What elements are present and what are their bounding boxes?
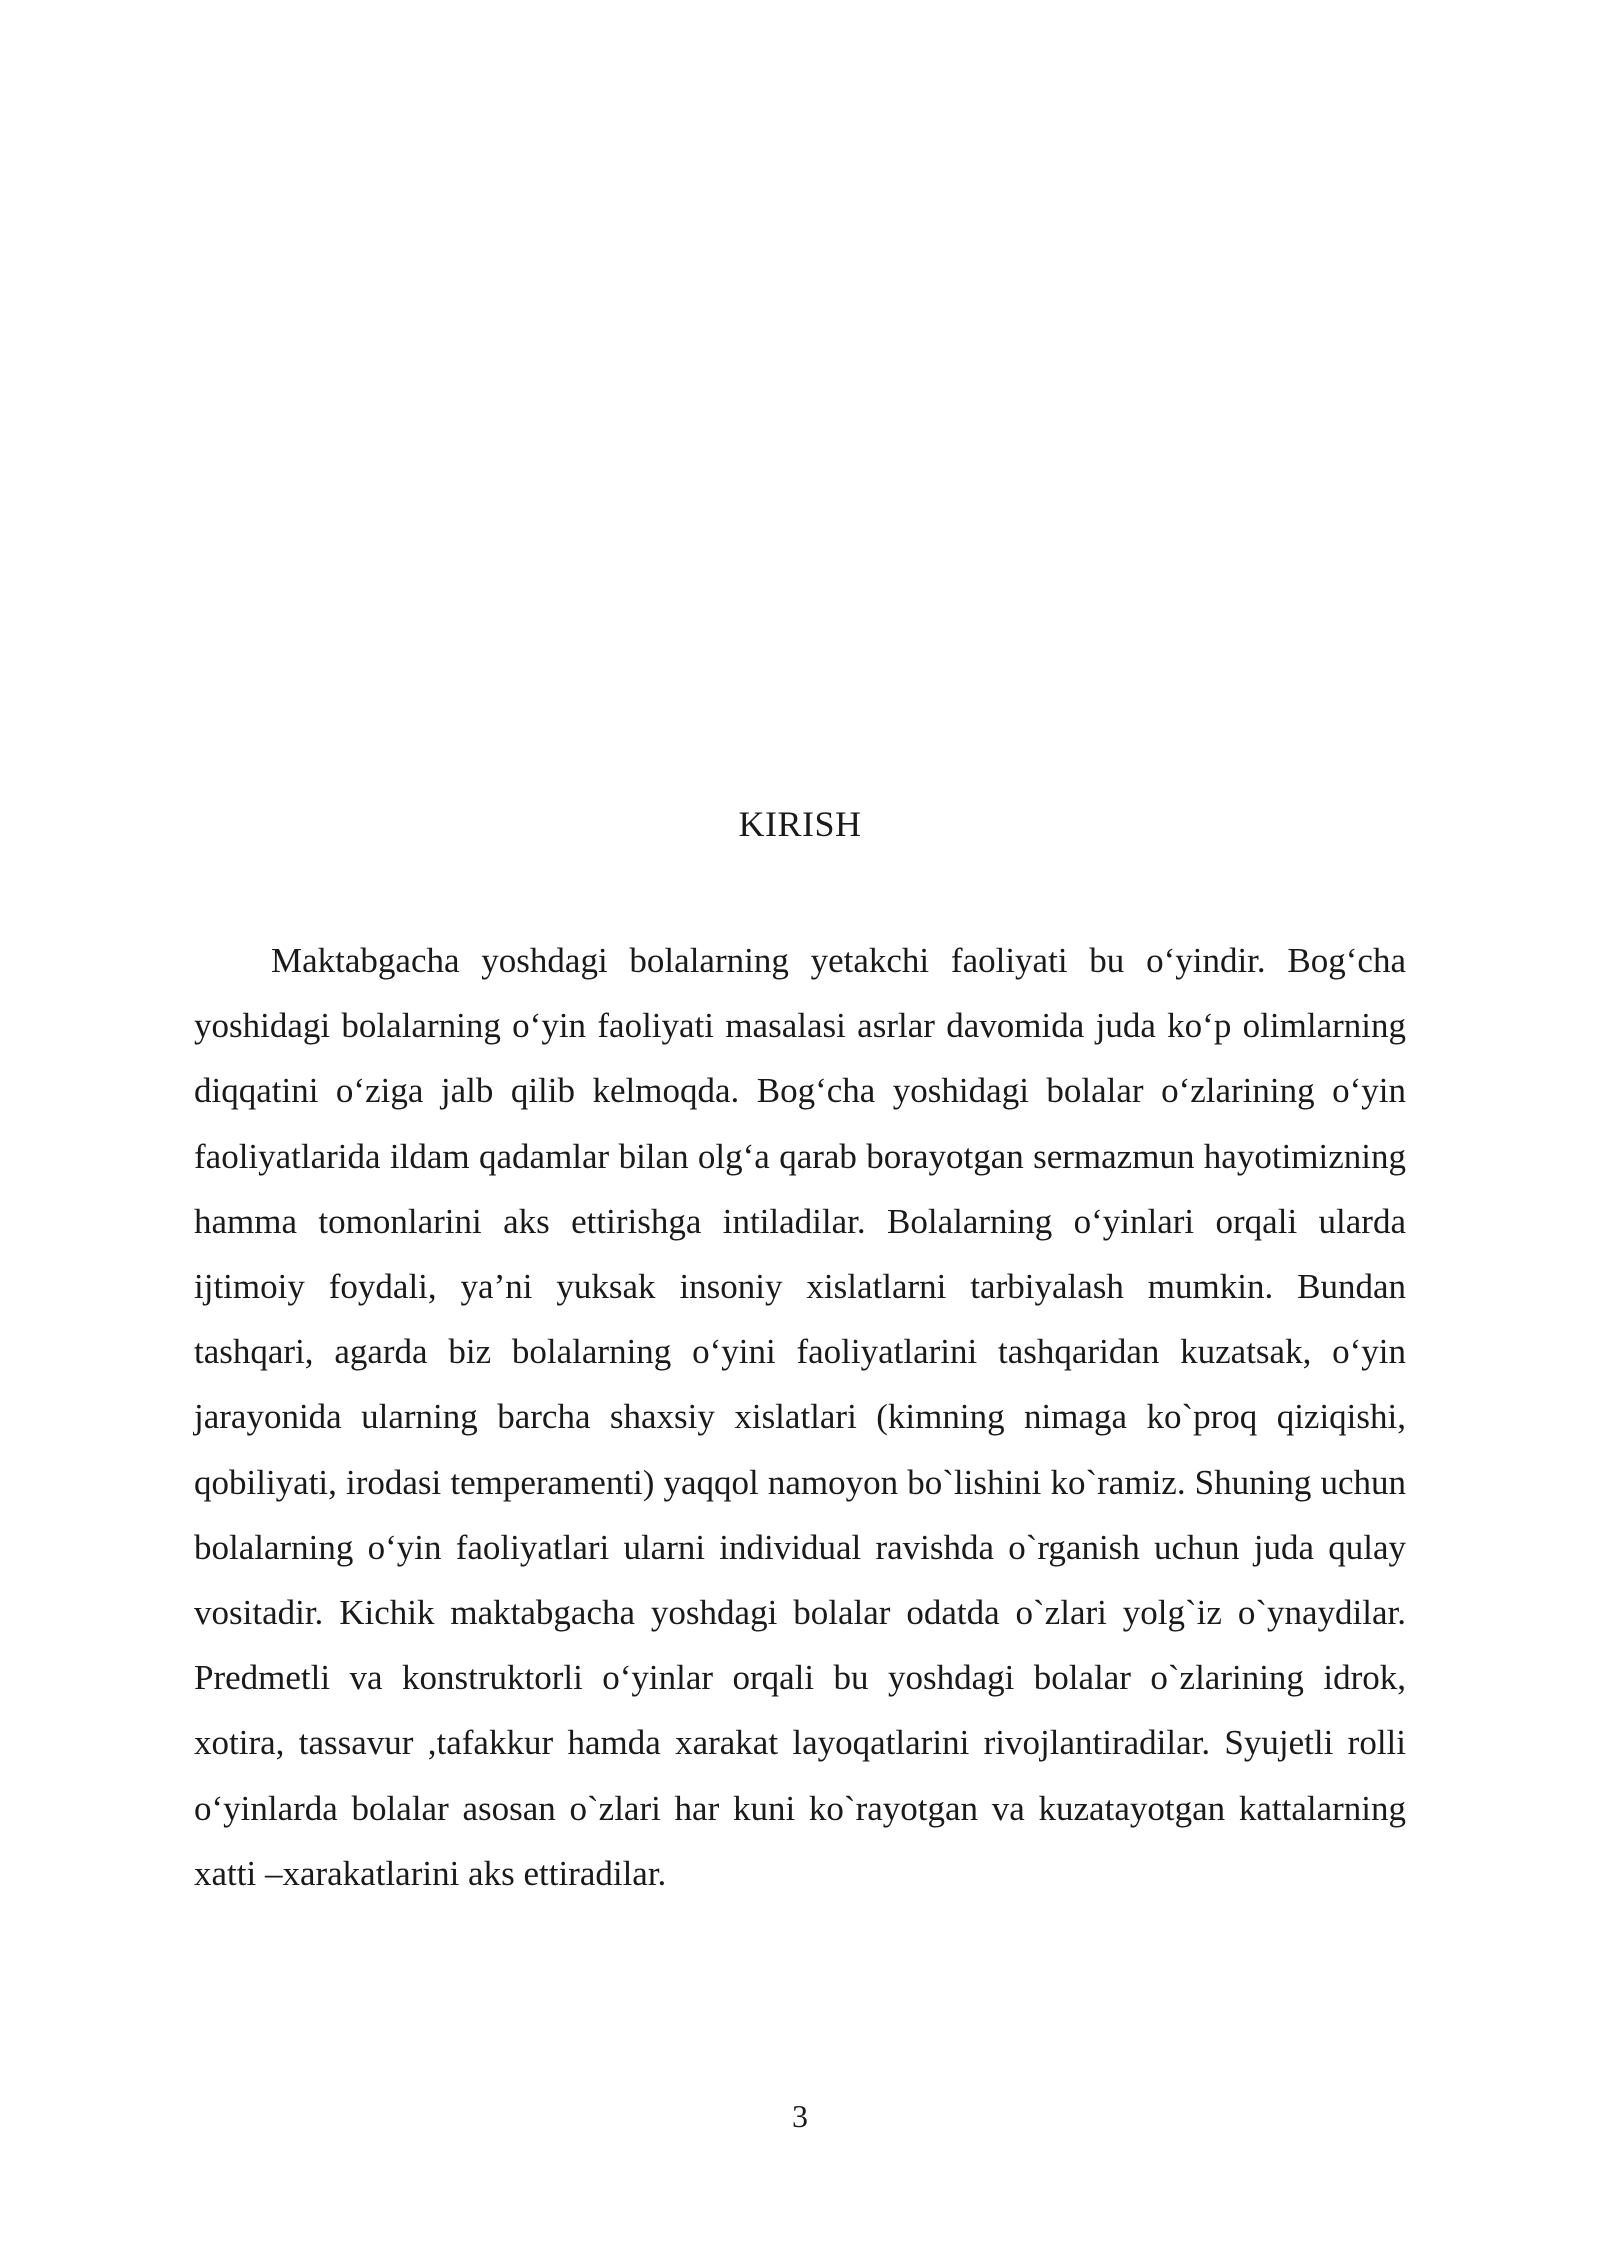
body-paragraph: Maktabgacha yoshdagi bolalarning yetakchi faoliyati bu o‘yindir. Bog‘cha yoshidagi bolalarning o‘yin faoliyati masalasi asrlar davomida juda ko‘p olimlarning diqqatini o‘ziga jalb qilib kelmoqda. Bog‘cha yoshidagi bolalar o‘zlarining o‘yin faoliyatlarida ildam qadamlar bilan olg‘a qarab borayotgan sermazmun hayotimizning hamma tomonlarini aks ettirishga intiladilar. Bolalarning o‘yinlari orqali ularda ijtimoiy foydali, ya’ni yuksak insoniy xislatlarni tarbiyalash mumkin. Bundan tashqari, agarda biz bolalarning o‘yini faoliyatlarini tashqaridan kuzatsak, o‘yin jarayonida ularning barcha shaxsiy xislatlari (kimning nimaga ko`proq qiziqishi, qobiliyati, irodasi temperamenti) yaqqol namoyon bo`lishini ko`ramiz. Shuning uchun bolalarning o‘yin faoliyatlari ularni individual ravishda o`rganish uchun juda qulay vositadir. Kichik maktabgacha yoshdagi bolalar odatda o`zlari yolg`iz o`ynaydilar. Predmetli va konstruktorli o‘yinlar orqali bu yoshdagi bolalar o`zlarining idrok, xotira, tassavur ,tafakkur hamda xarakat layoqatlarini rivojlantiradilar. Syujetli rolli o‘yinlarda bolalar asosan o`zlari har kuni ko`rayotgan va kuzatayotgan kattalarning xatti –xarakatlarini aks ettiradilar.: [194, 941, 1406, 1893]
page-number: 3: [792, 2098, 808, 2134]
section-heading: KIRISH: [738, 804, 862, 844]
